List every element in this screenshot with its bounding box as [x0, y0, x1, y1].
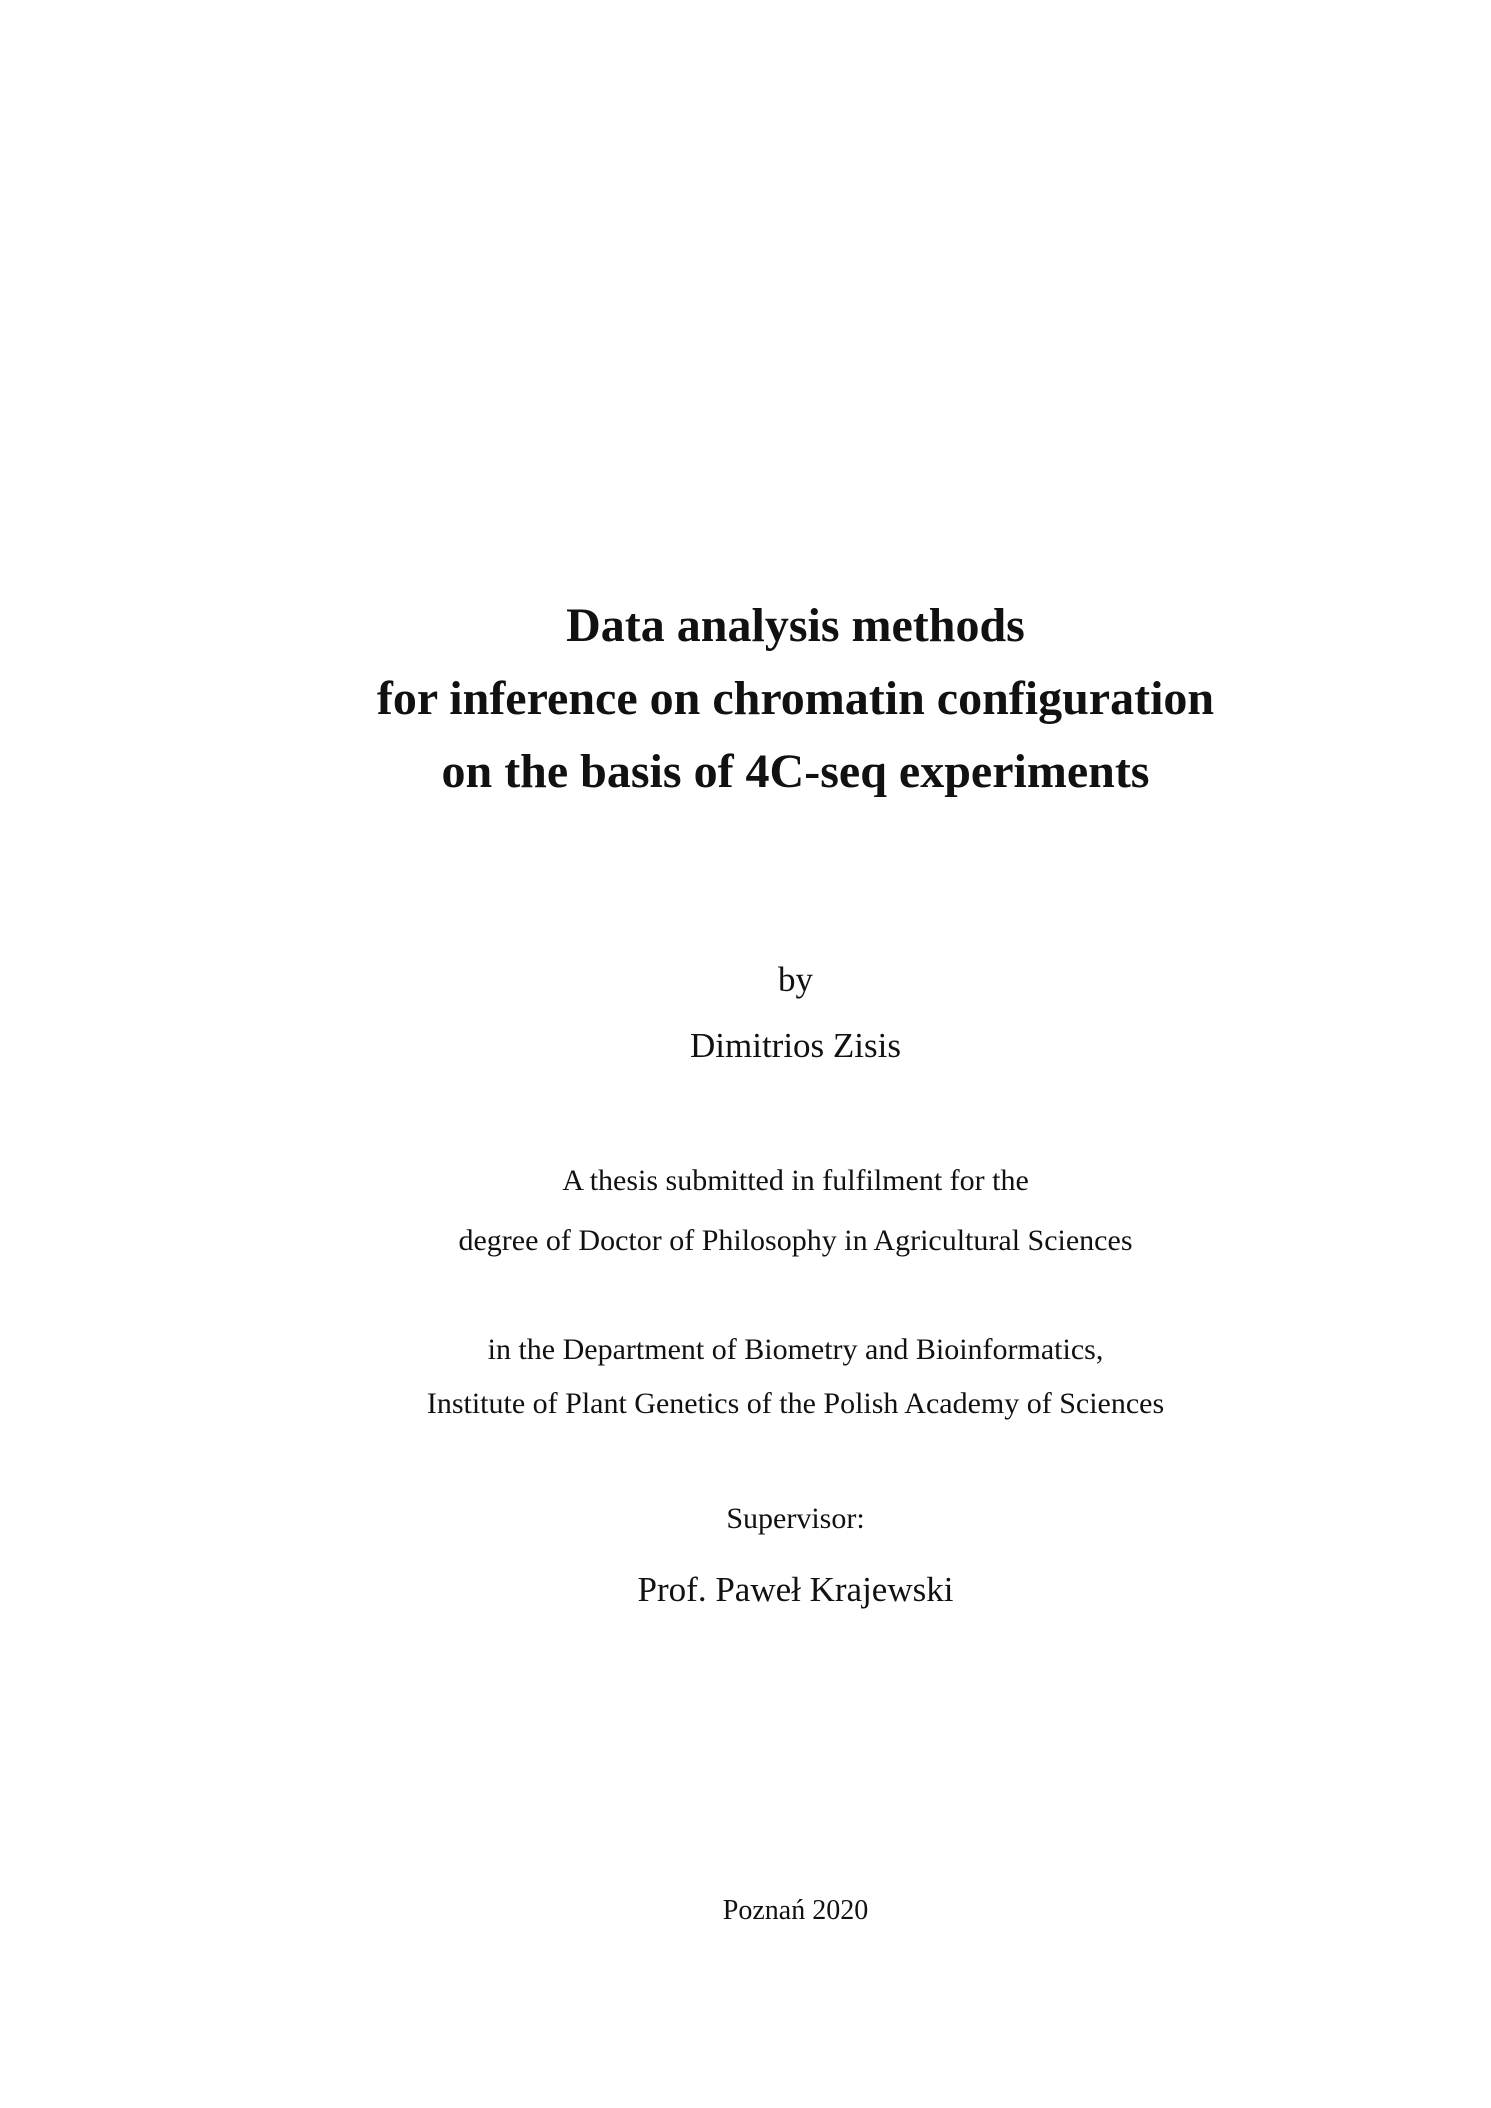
place-and-year: Poznań 2020	[722, 1895, 869, 1926]
thesis-title-line-3: on the basis of 4C-seq experiments	[441, 745, 1150, 798]
degree-statement-line-1: A thesis submitted in fulfilment for the	[562, 1164, 1029, 1197]
thesis-title-line-2: for inference on chromatin configuration	[376, 672, 1215, 725]
supervisor-name: Prof. Paweł Krajewski	[637, 1570, 954, 1609]
department-line: in the Department of Biometry and Bioinformatics,	[487, 1333, 1104, 1366]
supervisor-label: Supervisor:	[726, 1502, 865, 1535]
by-label: by	[778, 960, 813, 999]
thesis-title-line-1: Data analysis methods	[566, 599, 1025, 652]
author-name: Dimitrios Zisis	[690, 1026, 901, 1065]
institute-line: Institute of Plant Genetics of the Polish Academy of Sciences	[426, 1387, 1165, 1420]
degree-statement-line-2: degree of Doctor of Philosophy in Agricultural Sciences	[458, 1224, 1133, 1257]
